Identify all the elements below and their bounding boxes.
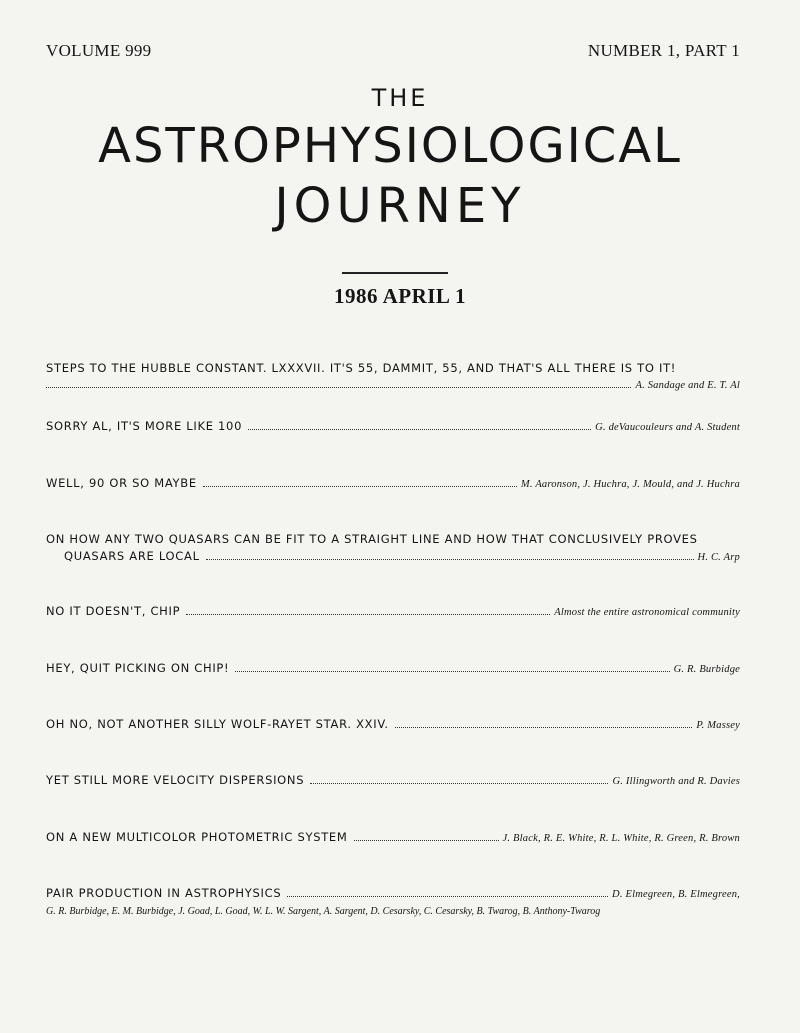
toc-entry-title-cont: QUASARS ARE LOCAL [64, 549, 200, 563]
toc-entry[interactable] [46, 660, 740, 678]
toc-entry-authors: J. Black, R. E. White, R. L. White, R. Green, R. Brown [502, 833, 740, 844]
toc-entry-title: NO IT DOESN'T, CHIP [46, 604, 181, 618]
toc-entry[interactable] [46, 360, 740, 394]
journal-title-line2: JOURNEY [274, 178, 526, 234]
toc-entry[interactable] [46, 531, 740, 566]
toc-entry-title: WELL, 90 OR SO MAYBE [46, 476, 197, 490]
toc-entry[interactable] [46, 716, 740, 734]
toc-entry[interactable] [46, 885, 740, 917]
toc-entry-title: OH NO, NOT ANOTHER SILLY WOLF-RAYET STAR. XXIV. [46, 717, 389, 731]
leader-dots [248, 429, 591, 430]
toc-entry-title: STEPS TO THE HUBBLE CONSTANT. LXXXVII. IT'S 55, DAMMIT, 55, AND THAT'S ALL THERE IS TO IT! [46, 361, 677, 375]
toc-entry-authors-cont: G. R. Burbidge, E. M. Burbidge, J. Goad, L. Goad, W. L. W. Sargent, A. Sargent, D. Cesarsky, C. Cesarsky, B. Twarog, B. Anthony-Twarog [46, 906, 601, 917]
toc-entry-authors: M. Aaronson, J. Huchra, J. Mould, and J. Huchra [520, 479, 740, 490]
issue-number-label: NUMBER 1, PART 1 [587, 41, 740, 60]
toc-entry[interactable] [46, 418, 740, 436]
toc-entry-authors: P. Massey [696, 720, 740, 731]
toc-entry-authors: A. Sandage and E. T. Al [635, 380, 740, 391]
leader-dots [395, 727, 693, 728]
toc-entry-title: ON A NEW MULTICOLOR PHOTOMETRIC SYSTEM [46, 830, 348, 844]
leader-dots [206, 559, 694, 560]
leader-dots [46, 387, 631, 388]
toc-entry-authors: H. C. Arp [697, 552, 740, 563]
leader-dots [354, 840, 499, 841]
toc-entry-authors: G. Illingworth and R. Davies [612, 776, 740, 787]
toc-entry-title: HEY, QUIT PICKING ON CHIP! [46, 661, 230, 675]
toc-entry[interactable] [46, 829, 740, 847]
toc-entry-authors: G. R. Burbidge [673, 664, 740, 675]
leader-dots [235, 671, 669, 672]
toc-entry-title: PAIR PRODUCTION IN ASTROPHYSICS [46, 886, 282, 900]
toc-entry-title: YET STILL MORE VELOCITY DISPERSIONS [46, 773, 305, 787]
title-divider [342, 272, 448, 274]
toc-entry-title: ON HOW ANY TWO QUASARS CAN BE FIT TO A STRAIGHT LINE AND HOW THAT CONCLUSIVELY PROVES [46, 532, 698, 546]
issue-date: 1986 APRIL 1 [333, 284, 467, 308]
toc-entry-authors: Almost the entire astronomical community [554, 607, 740, 618]
volume-label: VOLUME 999 [46, 41, 152, 60]
toc-entry-authors: D. Elmegreen, B. Elmegreen, [612, 889, 740, 900]
leader-dots [203, 486, 517, 487]
leader-dots [287, 896, 608, 897]
leader-dots [186, 614, 550, 615]
toc-entry[interactable] [46, 772, 740, 790]
journal-title-the: THE [371, 84, 429, 112]
toc-entry-title: SORRY AL, IT'S MORE LIKE 100 [46, 419, 243, 433]
toc-entry-authors: G. deVaucouleurs and A. Student [595, 422, 740, 433]
toc-entry[interactable] [46, 603, 740, 621]
toc-entry[interactable] [46, 475, 740, 493]
leader-dots [310, 783, 608, 784]
journal-title-line1: ASTROPHYSIOLOGICAL [98, 118, 682, 174]
